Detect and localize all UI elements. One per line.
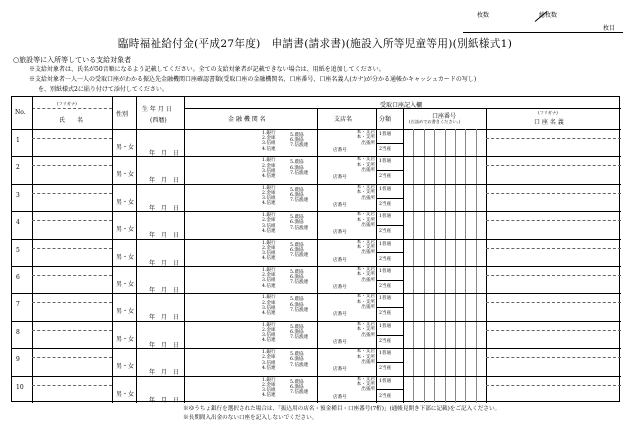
- bank-type-option: 6.漁協: [290, 220, 304, 226]
- row-number: 7: [16, 301, 20, 309]
- row-class-regular: 1普通: [379, 323, 392, 329]
- bank-type-option: 1.銀行: [262, 377, 276, 383]
- row-birth-placeholder: 年 月 日: [149, 314, 180, 322]
- branch-type-option: 出張所: [361, 140, 375, 146]
- header-account-no: 口座番号: [432, 113, 457, 120]
- row-class-regular: 1普通: [379, 214, 392, 220]
- row-holder-furigana-line: [486, 193, 621, 194]
- bank-type-option: 6.漁協: [290, 384, 304, 390]
- branch-type-option: 本・支所: [356, 135, 375, 141]
- row-birth-placeholder: 年 月 日: [149, 259, 180, 267]
- row-bank-type-options-1: [262, 295, 276, 316]
- row-branch-type-options: [343, 349, 375, 365]
- bank-type-option: 5.農協: [290, 133, 304, 138]
- col-line-gender: [112, 97, 113, 403]
- bank-type-option: 5.農協: [290, 160, 304, 166]
- row-gender-options: 男・女: [116, 281, 135, 288]
- row-furigana-line: [32, 357, 112, 358]
- row-birth-placeholder: 年 月 日: [149, 177, 180, 185]
- bank-type-option: 1.銀行: [262, 268, 276, 273]
- bank-type-option: 7.信漁連: [290, 198, 309, 204]
- bank-type-option: 6.漁協: [290, 302, 304, 308]
- row-class-current: 2当座: [379, 174, 392, 180]
- row-holder-furigana-line: [486, 385, 621, 386]
- branch-type-option: 本・支店: [356, 130, 375, 135]
- col-line-branch: [317, 108, 318, 403]
- row-bank-type-options-1: [262, 131, 276, 152]
- row-bank-type-options-1: [262, 241, 276, 262]
- total-count-label: 総枚数: [539, 12, 558, 19]
- row-class-regular: 1普通: [379, 241, 392, 247]
- bank-type-option: 4.信連: [262, 201, 276, 207]
- row-birth-placeholder: 年 月 日: [149, 232, 180, 240]
- branch-type-option: 本・支店: [356, 294, 375, 300]
- branch-type-option: 出張所: [361, 305, 375, 311]
- branch-type-option: 出張所: [361, 277, 375, 283]
- bank-type-option: 6.漁協: [290, 193, 304, 198]
- bank-type-option: 3.信組: [262, 168, 276, 174]
- row-class-current: 2当座: [379, 256, 392, 262]
- branch-type-option: 出張所: [361, 360, 375, 365]
- row-divider: [12, 348, 621, 349]
- row-class-mid-line: [376, 307, 403, 308]
- row-class-current: 2当座: [379, 284, 392, 289]
- bank-type-option: 6.漁協: [290, 247, 304, 253]
- bank-type-option: 2.金庫: [262, 163, 276, 169]
- row-class-current: 2当座: [379, 366, 392, 372]
- branch-type-option: 本・支所: [356, 382, 375, 387]
- row-bank-type-options-2: [290, 215, 308, 231]
- bank-type-option: 4.信連: [262, 228, 276, 234]
- row-class-mid-line: [376, 225, 403, 226]
- bank-type-option: 5.農協: [290, 215, 304, 221]
- bank-type-option: 2.金庫: [262, 300, 276, 306]
- row-number: 8: [16, 328, 20, 336]
- bank-type-option: 7.信漁連: [290, 143, 309, 149]
- row-branch-type-options: [343, 240, 375, 256]
- branch-type-option: 本・支所: [356, 327, 375, 333]
- row-branch-type-options: [343, 212, 375, 228]
- branch-type-option: 本・支店: [356, 239, 375, 245]
- row-bank-type-options-1: [262, 378, 276, 399]
- row-class-mid-line: [376, 143, 403, 144]
- row-divider: [12, 376, 621, 377]
- row-furigana-line: [32, 275, 112, 276]
- row-gender-options: 男・女: [116, 226, 135, 234]
- row-number: 10: [16, 383, 24, 391]
- row-gender-options: 男・女: [116, 144, 135, 151]
- row-furigana-line: [32, 330, 112, 331]
- header-no: No.: [15, 109, 26, 116]
- bank-type-option: 2.金庫: [262, 136, 276, 142]
- row-birth-placeholder: 年 月 日: [149, 204, 180, 212]
- row-bank-type-options-2: [290, 188, 308, 204]
- bank-type-option: 3.信組: [262, 388, 276, 393]
- bank-type-option: 4.信連: [262, 146, 276, 152]
- row-divider: [12, 156, 621, 157]
- row-divider: [12, 321, 621, 322]
- row-bank-type-options-2: [290, 380, 308, 396]
- row-bank-type-options-2: [290, 133, 308, 149]
- header-meta: [463, 10, 623, 36]
- row-holder-furigana-line: [486, 138, 621, 139]
- row-divider: [12, 211, 621, 212]
- branch-type-option: 本・支所: [356, 272, 375, 278]
- row-holder-furigana-line: [486, 248, 621, 249]
- branch-type-option: 本・支所: [356, 245, 375, 250]
- branch-type-option: 本・支店: [356, 157, 375, 163]
- header-birth-sub: (西暦): [150, 117, 167, 124]
- footnote-dormant: ※長期間入出金のない口座を記入しないでください。: [183, 415, 318, 421]
- header-furigana-divider: [32, 108, 112, 109]
- row-branch-type-options: [343, 185, 375, 201]
- header-furigana: (フリガナ): [57, 101, 77, 106]
- branch-type-option: 本・支店: [356, 376, 375, 382]
- row-holder-furigana-line: [486, 330, 621, 331]
- col-line-class: [376, 108, 377, 403]
- row-class-current: 2当座: [379, 311, 392, 317]
- bank-type-option: 4.信連: [262, 311, 276, 316]
- bank-type-option: 6.漁協: [290, 275, 304, 281]
- branch-type-option: 本・支店: [356, 184, 375, 190]
- row-number: 5: [16, 246, 20, 254]
- row-class-regular: 1普通: [379, 269, 392, 274]
- branch-type-option: 本・支所: [356, 162, 375, 168]
- bank-type-option: 3.信組: [262, 278, 276, 284]
- bank-type-option: 6.漁協: [290, 330, 304, 335]
- row-birth-placeholder: 年 月 日: [149, 150, 180, 157]
- row-holder-furigana-line: [486, 220, 621, 221]
- bank-type-option: 4.信連: [262, 174, 276, 179]
- footnote-yucho: ※ゆうちょ銀行を選択された場合は、「振込用の店名・預金種目・口座番号(7桁)」(通帳見開き下部に記載)をご記入ください。: [183, 406, 501, 412]
- branch-type-option: 本・支所: [356, 190, 375, 196]
- row-number: 4: [16, 219, 20, 227]
- row-birth-placeholder: 年 月 日: [149, 287, 180, 294]
- branch-type-option: 出張所: [361, 223, 375, 228]
- header-account-no-sub: (右詰めでお書きください。): [409, 119, 461, 124]
- bank-type-option: 7.信漁連: [290, 225, 309, 231]
- bank-type-option: 2.金庫: [262, 382, 276, 388]
- bank-type-option: 2.金庫: [262, 245, 276, 251]
- bank-type-option: 6.漁協: [290, 138, 304, 144]
- row-furigana-line: [32, 165, 112, 166]
- row-class-mid-line: [376, 389, 403, 390]
- bank-type-option: 3.信組: [262, 196, 276, 202]
- bank-type-option: 5.農協: [290, 324, 304, 330]
- row-bank-type-options-1: [262, 268, 276, 289]
- bank-type-option: 5.農協: [290, 379, 304, 385]
- bank-type-option: 3.信組: [262, 305, 276, 311]
- header-branch-name: 支店名: [334, 116, 353, 123]
- branch-type-option: 本・支店: [356, 212, 375, 218]
- bank-type-option: 3.信組: [262, 251, 276, 256]
- bank-type-option: 2.金庫: [262, 273, 276, 279]
- col-line-birth: [136, 97, 137, 403]
- row-holder-furigana-line: [486, 302, 621, 303]
- row-class-mid-line: [376, 280, 403, 281]
- branch-type-option: 本・支所: [356, 299, 375, 305]
- row-furigana-line: [32, 138, 112, 139]
- row-branch-type-options: [343, 322, 375, 338]
- bank-type-option: 4.信連: [262, 283, 276, 289]
- branch-type-option: 出張所: [361, 250, 375, 256]
- header-bank-name: 金 融 機 関 名: [228, 116, 266, 123]
- branch-type-option: 本・支店: [356, 321, 375, 327]
- bank-type-option: 1.銀行: [262, 240, 276, 246]
- bank-type-option: 4.信連: [262, 393, 276, 399]
- row-number: 1: [16, 137, 20, 144]
- bank-type-option: 1.銀行: [262, 350, 276, 356]
- bank-type-option: 4.信連: [262, 365, 276, 371]
- bank-type-option: 5.農協: [290, 242, 304, 248]
- row-class-regular: 1普通: [379, 186, 392, 192]
- sheet-count-label: 枚数: [477, 12, 490, 19]
- row-divider: [12, 266, 621, 267]
- row-branch-code-label: 店番号: [333, 367, 347, 373]
- bank-type-option: 1.銀行: [262, 295, 276, 301]
- branch-type-option: 本・支所: [356, 354, 375, 360]
- row-birth-placeholder: 年 月 日: [149, 396, 180, 404]
- page-title: 臨時福祉給付金(平成27年度) 申請書(請求書)(施設入所等児童等用)(別紙様式1): [117, 38, 513, 50]
- bank-type-option: 5.農協: [290, 270, 304, 275]
- row-branch-code-label: 店番号: [333, 339, 347, 345]
- bank-type-option: 1.銀行: [262, 322, 276, 328]
- header-holder-name: 口 座 名 義: [534, 119, 564, 126]
- row-branch-code-label: 店番号: [333, 285, 347, 290]
- row-class-mid-line: [376, 335, 403, 336]
- bank-type-option: 2.金庫: [262, 328, 276, 333]
- row-class-current: 2当座: [379, 147, 392, 152]
- bank-type-option: 7.信漁連: [290, 307, 309, 313]
- row-bank-type-options-2: [290, 270, 308, 286]
- bank-type-option: 4.信連: [262, 338, 276, 344]
- row-class-regular: 1普通: [379, 159, 392, 165]
- row-branch-code-label: 店番号: [333, 230, 347, 236]
- bank-type-option: 7.信漁連: [290, 170, 309, 176]
- header-holder-furigana: (フリガナ): [538, 110, 558, 115]
- bank-type-option: 7.信漁連: [290, 390, 309, 395]
- col-line-account: [403, 108, 404, 403]
- bank-type-option: 2.金庫: [262, 355, 276, 361]
- bank-type-option: 3.信組: [262, 333, 276, 339]
- row-branch-code-label: 店番号: [333, 175, 347, 181]
- branch-type-option: 本・支店: [356, 267, 375, 272]
- row-branch-code-label: 店番号: [333, 202, 347, 208]
- bank-type-option: 7.信漁連: [290, 335, 309, 341]
- row-branch-type-options: [343, 377, 375, 393]
- row-divider: [12, 239, 621, 240]
- row-class-current: 2当座: [379, 229, 392, 235]
- row-holder-furigana-line: [486, 357, 621, 358]
- row-furigana-line: [32, 248, 112, 249]
- branch-type-option: 本・支店: [356, 349, 375, 355]
- row-birth-placeholder: 年 月 日: [149, 341, 180, 349]
- note-ordering: ※支給対象者は、氏名が50音順になるよう記載してください。全ての支給対象者が記載できない場合は、用紙を追加してください。: [29, 66, 385, 73]
- bank-type-option: 4.信連: [262, 256, 276, 262]
- branch-type-option: 出張所: [361, 332, 375, 338]
- row-holder-furigana-line: [486, 165, 621, 166]
- row-bank-type-options-2: [290, 325, 308, 341]
- row-bank-type-options-1: [262, 350, 276, 371]
- row-gender-options: 男・女: [116, 335, 135, 343]
- branch-type-option: 出張所: [361, 168, 375, 174]
- row-number: 3: [16, 191, 20, 199]
- header-account-group: 受取口座記入欄: [380, 102, 423, 109]
- bank-type-option: 3.信組: [262, 223, 276, 229]
- row-number: 9: [16, 356, 20, 364]
- row-gender-options: 男・女: [116, 308, 135, 316]
- row-furigana-line: [32, 220, 112, 221]
- header-classification: 分類: [379, 116, 392, 123]
- header-name: 氏 名: [59, 117, 84, 124]
- row-class-regular: 1普通: [379, 132, 392, 137]
- row-class-regular: 1普通: [379, 351, 392, 357]
- row-class-mid-line: [376, 252, 403, 253]
- row-class-regular: 1普通: [379, 296, 392, 302]
- row-furigana-line: [32, 193, 112, 194]
- row-class-mid-line: [376, 362, 403, 363]
- row-divider: [12, 293, 621, 294]
- branch-type-option: 出張所: [361, 387, 375, 393]
- row-class-current: 2当座: [379, 393, 392, 399]
- note-documents: ※支給対象者一人一人の受取口座がわかる振込先金融機関口座確認書類(受取口座の金融機関名、口座番号、口座名義人(カナ)が分かる通帳かキャッシュカードの写し): [29, 76, 477, 83]
- row-divider: [12, 184, 621, 185]
- row-class-regular: 1普通: [379, 378, 392, 384]
- row-bank-type-options-1: [262, 323, 276, 344]
- row-number: 2: [16, 164, 20, 172]
- row-class-current: 2当座: [379, 201, 392, 207]
- bank-type-option: 6.漁協: [290, 357, 304, 363]
- row-gender-options: 男・女: [116, 198, 135, 206]
- row-branch-code-label: 店番号: [333, 257, 347, 263]
- header-birth: 生 年 月 日: [142, 106, 172, 113]
- row-bank-type-options-2: [290, 352, 308, 368]
- bank-type-option: 6.漁協: [290, 165, 304, 171]
- note-documents-cont: を、別紙様式2に貼り付けて添付してください。: [38, 86, 168, 93]
- row-bank-type-options-2: [290, 160, 308, 176]
- row-furigana-line: [32, 302, 112, 303]
- page-suffix-label: 枚目: [603, 25, 616, 32]
- count-underline: [463, 32, 623, 33]
- row-branch-type-options: [343, 267, 375, 283]
- row-birth-placeholder: 年 月 日: [149, 369, 180, 377]
- branch-type-option: 出張所: [361, 195, 375, 201]
- bank-type-option: 1.銀行: [262, 213, 276, 219]
- row-branch-code-label: 店番号: [333, 394, 347, 400]
- bank-type-option: 7.信漁連: [290, 253, 309, 258]
- row-class-mid-line: [376, 170, 403, 171]
- bank-type-option: 5.農協: [290, 187, 304, 193]
- row-gender-options: 男・女: [116, 363, 135, 371]
- row-gender-options: 男・女: [116, 253, 135, 261]
- bank-type-option: 7.信漁連: [290, 362, 309, 368]
- row-branch-code-label: 店番号: [333, 148, 347, 153]
- bank-type-option: 7.信漁連: [290, 280, 309, 286]
- row-bank-type-options-1: [262, 186, 276, 207]
- branch-type-option: 本・支所: [356, 217, 375, 223]
- bank-type-option: 1.銀行: [262, 158, 276, 164]
- row-branch-type-options: [343, 130, 375, 146]
- row-bank-type-options-1: [262, 158, 276, 179]
- bank-type-option: 2.金庫: [262, 218, 276, 224]
- row-gender-options: 男・女: [116, 390, 135, 398]
- bank-type-option: 3.信組: [262, 141, 276, 147]
- row-branch-type-options: [343, 294, 375, 310]
- row-furigana-line: [32, 385, 112, 386]
- header-gender: 性別: [116, 111, 129, 118]
- row-branch-type-options: [343, 157, 375, 173]
- application-table: [11, 96, 620, 402]
- row-holder-furigana-line: [486, 275, 621, 276]
- row-class-current: 2当座: [379, 338, 392, 344]
- row-bank-type-options-1: [262, 213, 276, 234]
- row-number: 6: [16, 274, 20, 281]
- bank-type-option: 2.金庫: [262, 191, 276, 196]
- row-gender-options: 男・女: [116, 171, 135, 179]
- row-class-mid-line: [376, 198, 403, 199]
- bank-type-option: 1.銀行: [262, 185, 276, 191]
- section-heading: ○旅設等に入所等している支給対象者: [13, 56, 132, 64]
- bank-type-option: 1.銀行: [262, 131, 276, 136]
- row-bank-type-options-2: [290, 243, 308, 259]
- row-branch-code-label: 店番号: [333, 312, 347, 318]
- bank-type-option: 3.信組: [262, 360, 276, 366]
- bank-type-option: 5.農協: [290, 297, 304, 303]
- col-line-holder: [486, 108, 487, 403]
- row-bank-type-options-2: [290, 297, 308, 313]
- col-line-bank: [184, 97, 185, 403]
- bank-type-option: 5.農協: [290, 352, 304, 358]
